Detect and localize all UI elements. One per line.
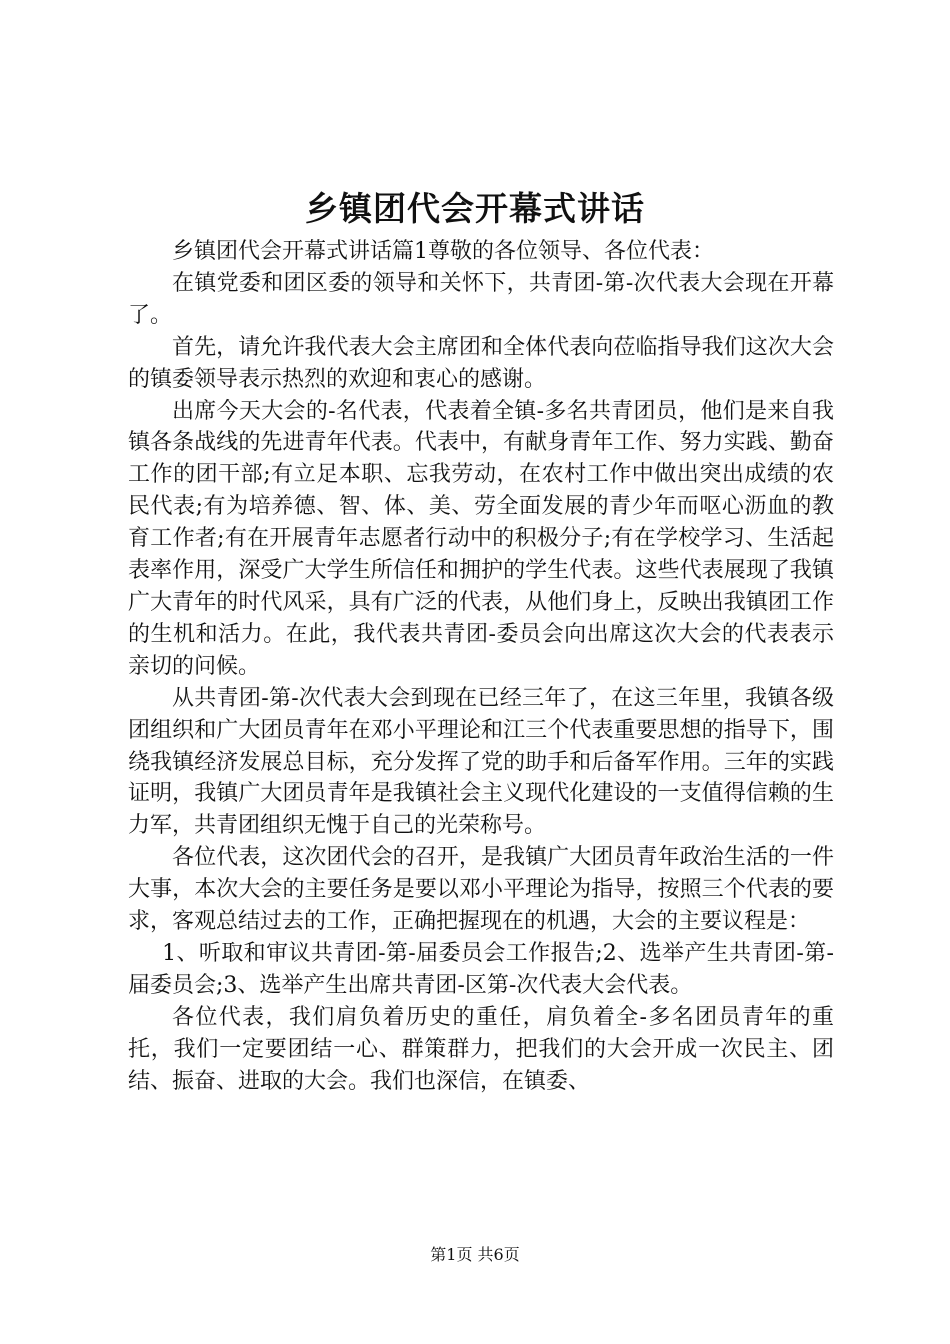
document-title: 乡镇团代会开幕式讲话 bbox=[305, 189, 645, 228]
paragraph: 出席今天大会的-名代表，代表着全镇-多名共青团员，他们是来自我镇各条战线的先进青年代表。代表中，有献身青年工作、努力实践、勤奋工作的团干部;有立足本职、忘我劳动，在农村工作中做出突出成绩的农民代表;有为培养德、智、体、美、劳全面发展的青少年而呕心沥血的教育工作者;有在开展青年志愿者行动中的积极分子;有在学校学习、生活起表率作用，深受广大学生所信任和拥护的学生代表。这些代表展现了我镇广大青年的时代风采，具有广泛的代表，从他们身上，反映出我镇团工作的生机和活力。在此，我代表共青团-委员会向出席这次大会的代表表示亲切的问候。 bbox=[128, 398, 834, 679]
document-body bbox=[128, 236, 834, 1097]
paragraph: 在镇党委和团区委的领导和关怀下，共青团-第-次代表大会现在开幕了。 bbox=[128, 270, 834, 328]
paragraph: 从共青团-第-次代表大会到现在已经三年了，在这三年里，我镇各级团组织和广大团员青年在邓小平理论和江三个代表重要思想的指导下，围绕我镇经济发展总目标，充分发挥了党的助手和后备军作用。三年的实践证明，我镇广大团员青年是我镇社会主义现代化建设的一支值得信赖的生力军，共青团组织无愧于自己的光荣称号。 bbox=[128, 685, 834, 839]
paragraph: 各位代表，我们肩负着历史的重任，肩负着全-多名团员青年的重托，我们一定要团结一心、群策群力，把我们的大会开成一次民主、团结、振奋、进取的大会。我们也深信，在镇委、 bbox=[128, 1004, 834, 1094]
paragraph: 乡镇团代会开幕式讲话篇1尊敬的各位领导、各位代表： bbox=[172, 239, 714, 264]
page-footer: 第1页 共6页 bbox=[430, 1245, 520, 1264]
paragraph: 各位代表，这次团代会的召开，是我镇广大团员青年政治生活的一件大事，本次大会的主要任务是要以邓小平理论为指导，按照三个代表的要求，客观总结过去的工作，正确把握现在的机遇，大会的主要议程是： bbox=[128, 845, 834, 935]
paragraph: 首先，请允许我代表大会主席团和全体代表向莅临指导我们这次大会的镇委领导表示热烈的欢迎和衷心的感谢。 bbox=[128, 334, 834, 392]
paragraph: 1、听取和审议共青团-第-届委员会工作报告;2、选举产生共青团-第-届委员会;3、选举产生出席共青团-区第-次代表大会代表。 bbox=[128, 940, 834, 998]
